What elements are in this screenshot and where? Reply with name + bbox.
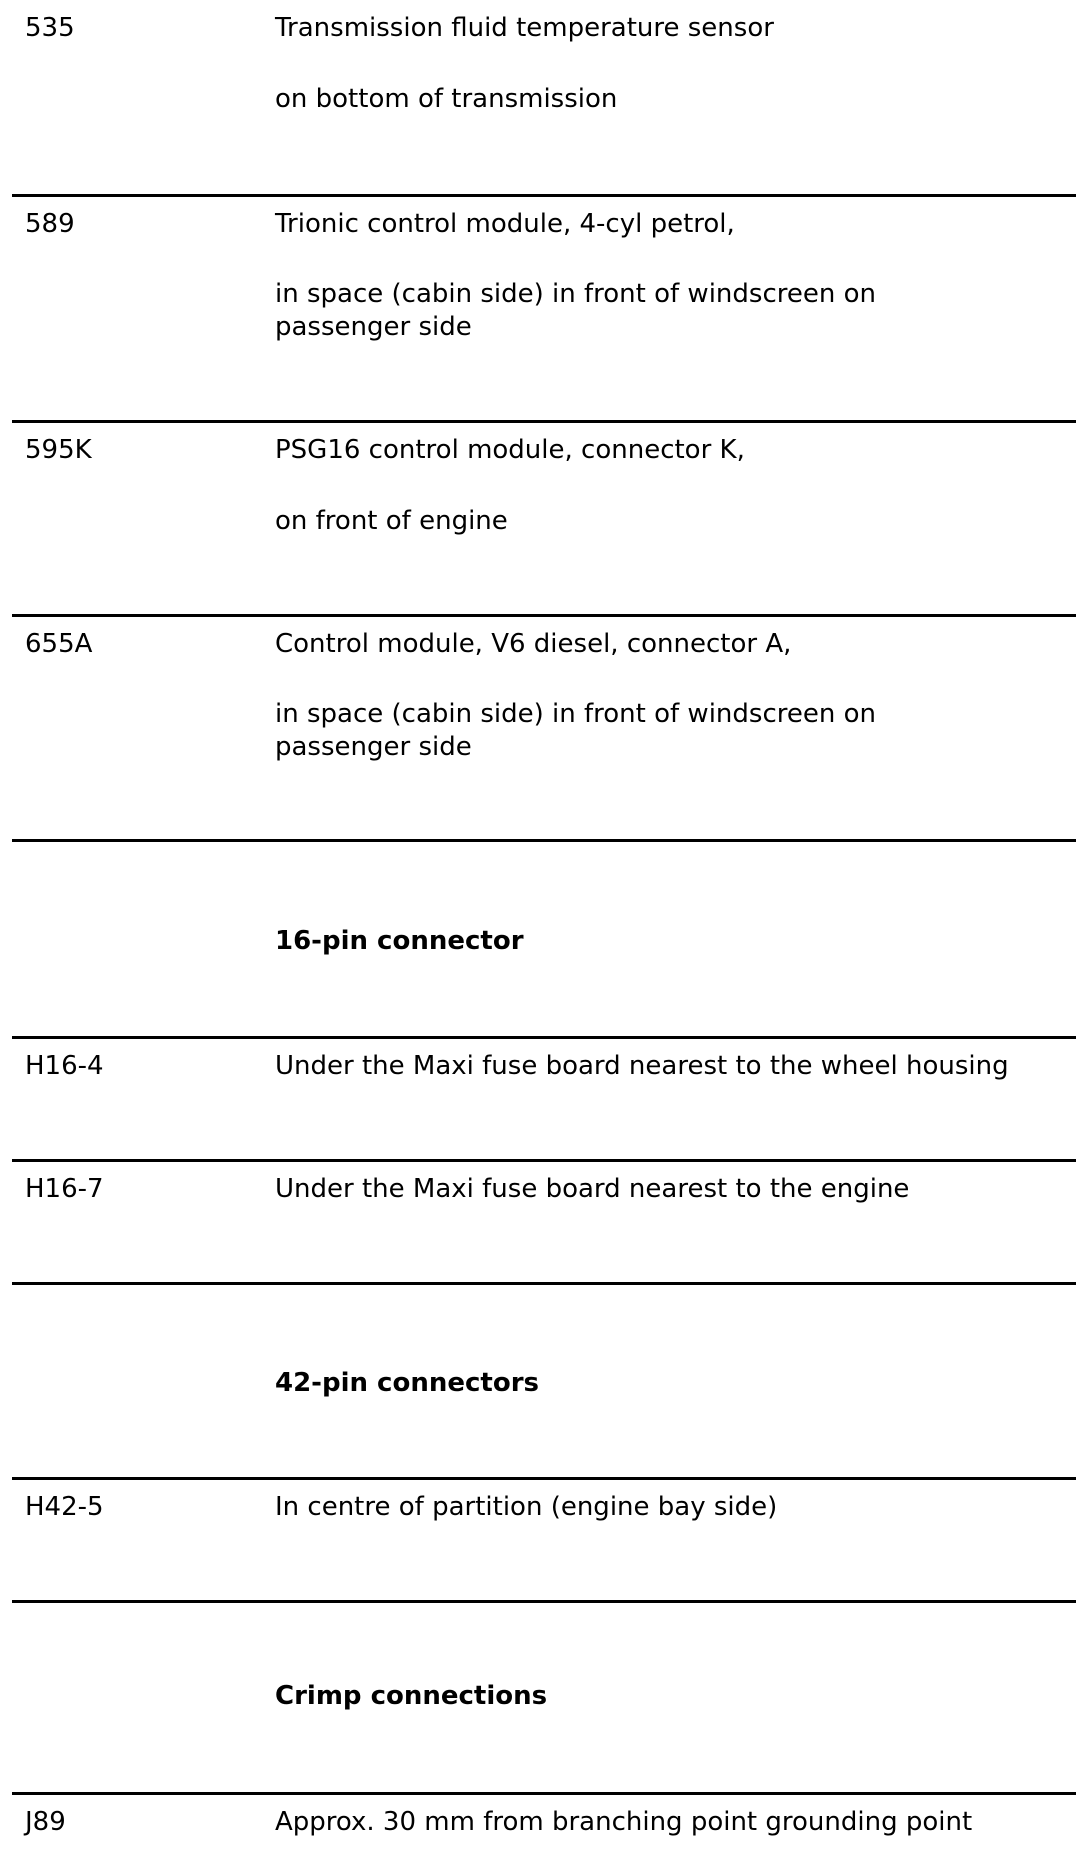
row-divider	[12, 1477, 1076, 1480]
row-divider	[12, 839, 1076, 842]
section-heading: 16-pin connector	[275, 926, 524, 956]
component-location: on front of engine	[275, 506, 508, 536]
row-divider	[12, 614, 1076, 617]
connector-location: In centre of partition (engine bay side)	[275, 1492, 778, 1522]
component-description: Control module, V6 diesel, connector A,	[275, 629, 792, 659]
section-heading: 42-pin connectors	[275, 1368, 539, 1398]
component-code: 589	[25, 209, 75, 239]
component-description: Trionic control module, 4-cyl petrol,	[275, 209, 735, 239]
row-divider	[12, 1036, 1076, 1039]
component-location: in space (cabin side) in front of windscreen on passenger side	[275, 699, 876, 762]
component-description: Transmission fluid temperature sensor	[275, 13, 774, 43]
row-divider	[12, 1792, 1076, 1795]
row-divider	[12, 1282, 1076, 1285]
connector-code: H16-4	[25, 1051, 104, 1081]
component-location: in space (cabin side) in front of windscreen on passenger side	[275, 279, 876, 342]
connector-code: H16-7	[25, 1174, 104, 1204]
component-code: 535	[25, 13, 75, 43]
component-code: 655A	[25, 629, 93, 659]
row-divider	[12, 420, 1076, 423]
connector-location: Under the Maxi fuse board nearest to the engine	[275, 1174, 910, 1204]
component-code: 595K	[25, 435, 92, 465]
row-divider	[12, 1600, 1076, 1603]
connector-code: H42-5	[25, 1492, 104, 1522]
row-divider	[12, 194, 1076, 197]
component-description: PSG16 control module, connector K,	[275, 435, 745, 465]
connector-code: J89	[25, 1807, 66, 1837]
section-heading: Crimp connections	[275, 1681, 548, 1711]
connector-location: Approx. 30 mm from branching point grounding point	[275, 1807, 973, 1837]
row-divider	[12, 1159, 1076, 1162]
connector-location: Under the Maxi fuse board nearest to the wheel housing	[275, 1051, 1009, 1081]
component-location: on bottom of transmission	[275, 84, 618, 114]
